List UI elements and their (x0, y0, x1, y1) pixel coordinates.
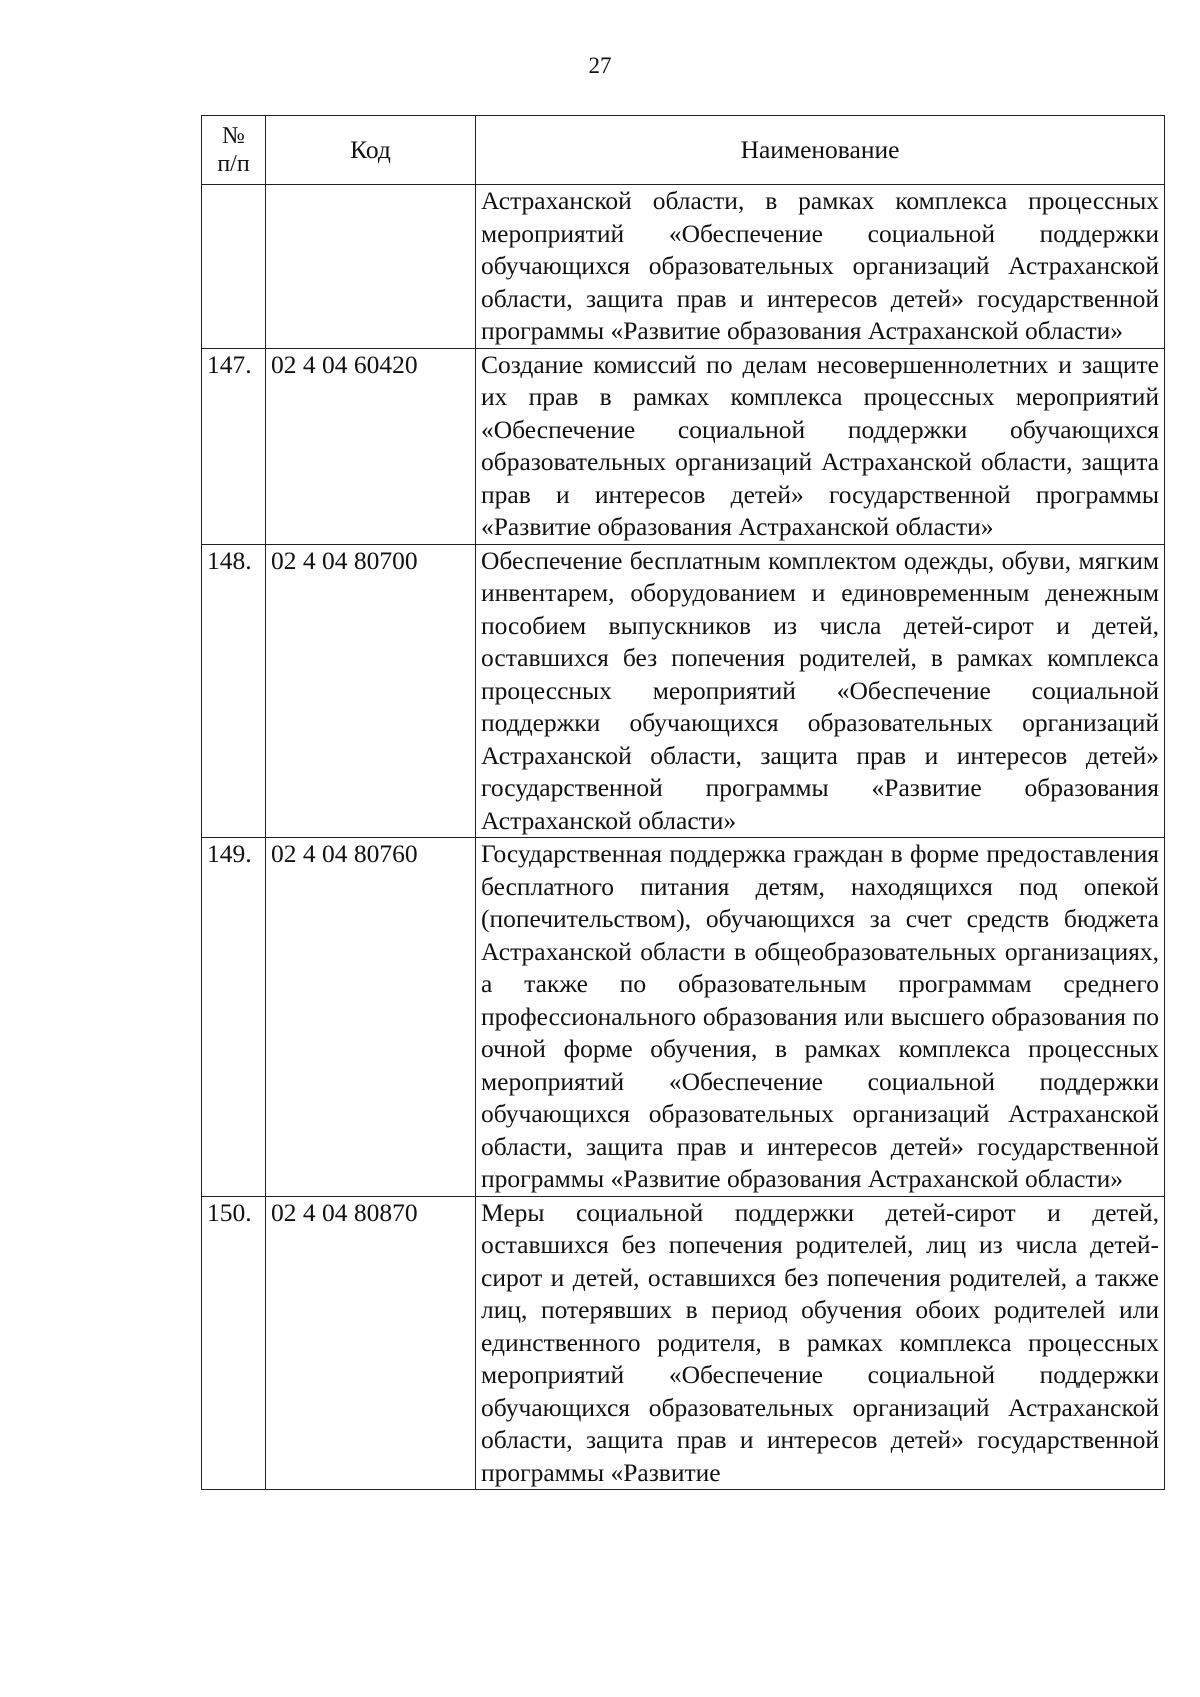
row-number: 149. (202, 838, 266, 1197)
row-code: 02 4 04 60420 (266, 348, 476, 544)
table-row (202, 838, 1165, 1197)
row-number: 147. (202, 348, 266, 544)
row-code: 02 4 04 80760 (266, 838, 476, 1197)
header-code: Код (266, 116, 476, 185)
page-number: 27 (588, 53, 612, 78)
budget-codes-table (201, 115, 1165, 1490)
row-name: Астраханской области, в рамках комплекса процессных мероприятий «Обеспечение социальной поддержки обучающихся образовательных организаций Астраханской области, защита прав и интересов детей» государственной программы «Развитие образования Астраханской области» (476, 185, 1165, 349)
row-name: Создание комиссий по делам несовершеннолетних и защите их прав в рамках комплекса процессных мероприятий «Обеспечение социальной поддержки обучающихся образовательных организаций Астраханской области, защита прав и интересов детей» государственной программы «Развитие образования Астраханской области» (476, 348, 1165, 544)
table-header-row (202, 116, 1165, 185)
header-num-symbol: № (222, 123, 245, 149)
row-code: 02 4 04 80870 (266, 1196, 476, 1490)
table-row (202, 185, 1165, 349)
row-code: 02 4 04 80700 (266, 544, 476, 838)
table-row (202, 348, 1165, 544)
table-row (202, 544, 1165, 838)
header-name: Наименование (476, 116, 1165, 185)
row-number: 150. (202, 1196, 266, 1490)
header-num-abbrev: п/п (217, 151, 250, 177)
row-code (266, 185, 476, 349)
row-number: 148. (202, 544, 266, 838)
row-name: Обеспечение бесплатным комплектом одежды, обуви, мягким инвентарем, оборудованием и единовременным денежным пособием выпускников из числа детей-сирот и детей, оставшихся без попечения родителей, в рамках комплекса процессных мероприятий «Обеспечение социальной поддержки обучающихся образовательных организаций Астраханской области, защита прав и интересов детей» государственной программы «Развитие образования Астраханской области» (476, 544, 1165, 838)
header-num (202, 116, 266, 185)
row-name: Государственная поддержка граждан в форме предоставления бесплатного питания детям, находящихся под опекой (попечительством), обучающихся за счет средств бюджета Астраханской области в общеобразовательных организациях, а также по образовательным программам среднего профессионального образования или высшего образования по очной форме обучения, в рамках комплекса процессных мероприятий «Обеспечение социальной поддержки обучающихся образовательных организаций Астраханской области, защита прав и интересов детей» государственной программы «Развитие образования Астраханской области» (476, 838, 1165, 1197)
table-row (202, 1196, 1165, 1490)
row-number (202, 185, 266, 349)
row-name: Меры социальной поддержки детей-сирот и детей, оставшихся без попечения родителей, лиц из числа детей-сирот и детей, оставшихся без попечения родителей, а также лиц, потерявших в период обучения обоих родителей или единственного родителя, в рамках комплекса процессных мероприятий «Обеспечение социальной поддержки обучающихся образовательных организаций Астраханской области, защита прав и интересов детей» государственной программы «Развитие (476, 1196, 1165, 1490)
